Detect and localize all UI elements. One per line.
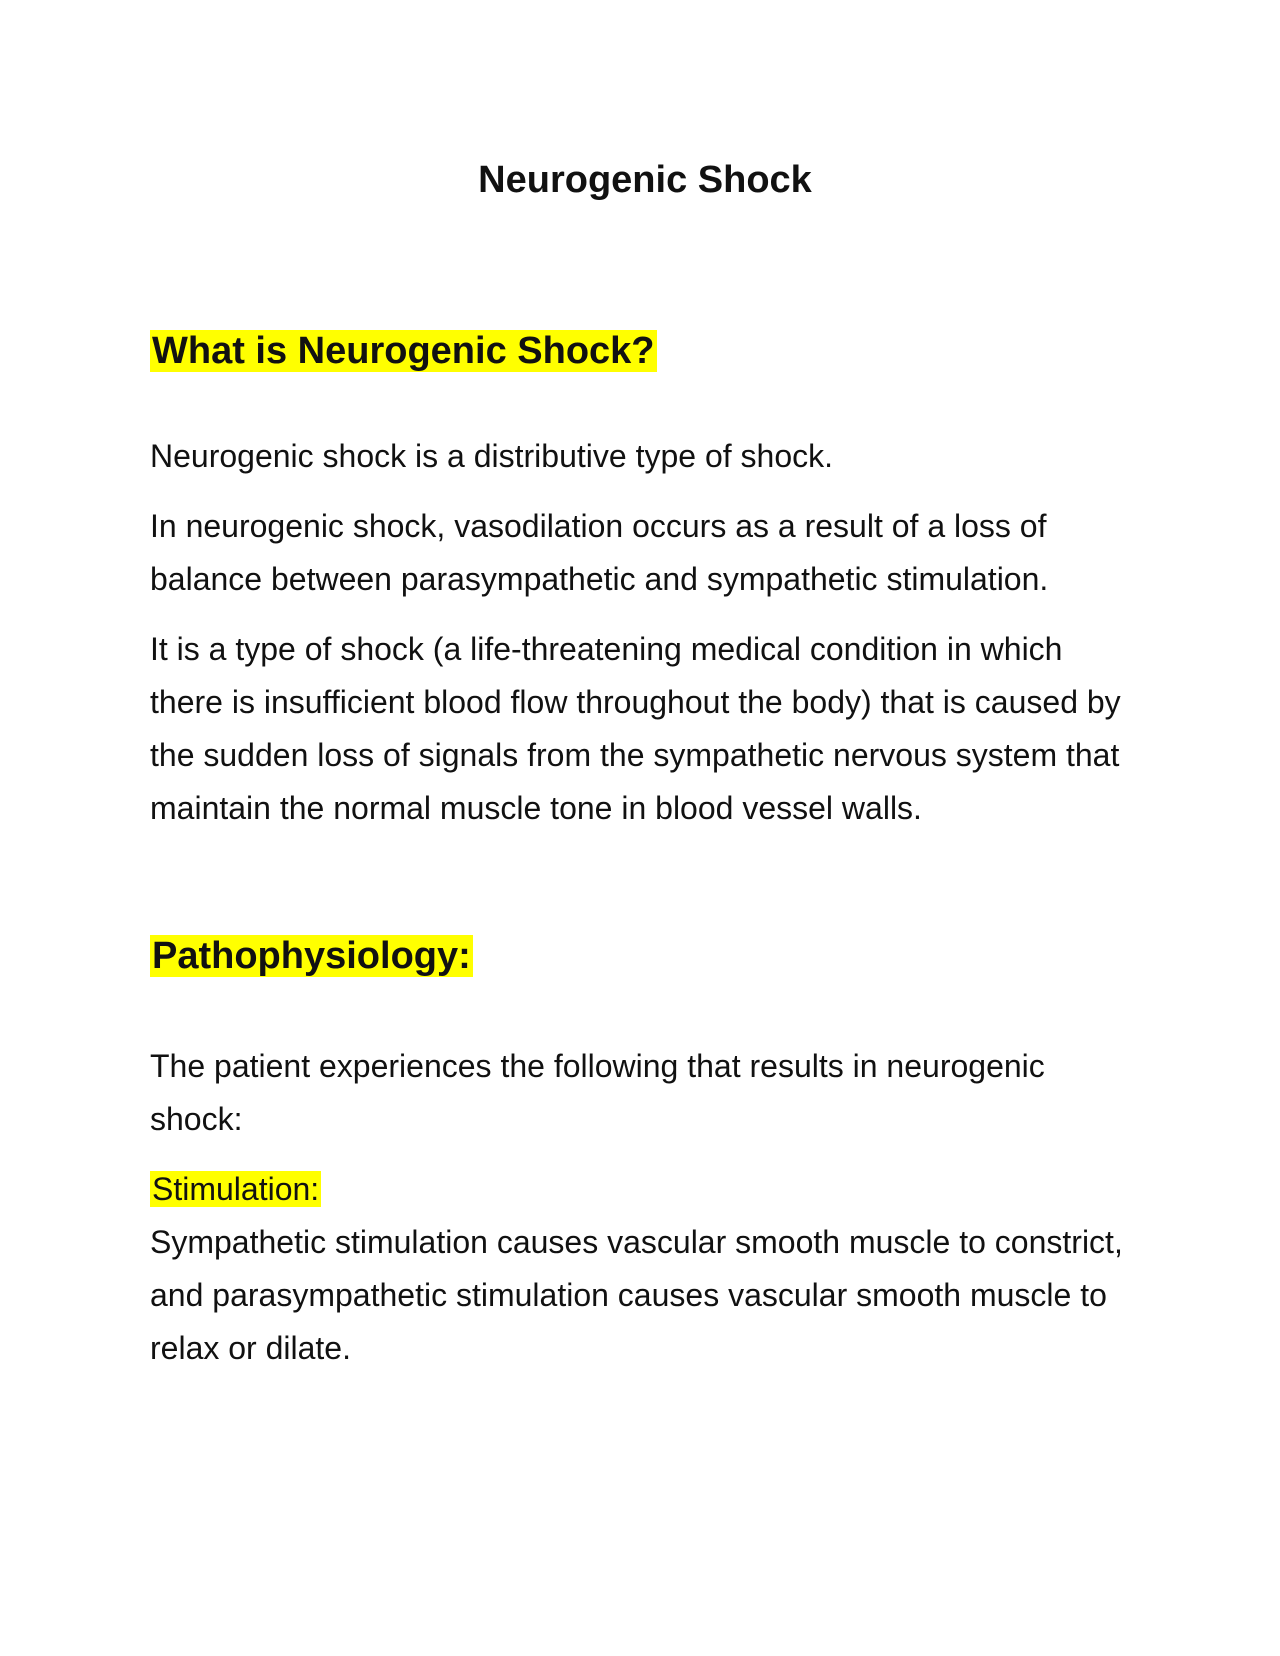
spacer <box>150 483 1140 500</box>
heading-highlight: What is Neurogenic Shock? <box>152 330 655 372</box>
section-heading-what-is <box>150 323 1140 379</box>
spacer <box>150 210 1140 323</box>
section-heading-pathophysiology <box>150 928 1140 984</box>
spacer <box>150 984 1140 1040</box>
paragraph-vasodilation: In neurogenic shock, vasodilation occurs as a result of a loss of balance between parasympathetic and sympathetic stimulation. <box>150 508 1049 597</box>
spacer <box>150 379 1140 430</box>
spacer <box>150 835 1140 928</box>
paragraph-definition: Neurogenic shock is a distributive type of shock. <box>150 438 833 474</box>
subheading-stimulation <box>150 1163 1140 1216</box>
paragraph-intro: The patient experiences the following that results in neurogenic shock: <box>150 1048 1045 1137</box>
spacer <box>150 606 1140 623</box>
document-title: Neurogenic Shock <box>478 159 812 201</box>
paragraph-description: It is a type of shock (a life-threatening medical condition in which there is insufficient blood flow throughout the body) that is caused by the sudden loss of signals from the sympathetic nervous system that maintain the normal muscle tone in blood vessel walls. <box>150 631 1121 826</box>
paragraph-stimulation: Sympathetic stimulation causes vascular smooth muscle to constrict, and parasympathetic stimulation causes vascular smooth muscle to relax or dilate. <box>150 1224 1123 1366</box>
spacer <box>150 1146 1140 1163</box>
heading-highlight: Pathophysiology: <box>152 935 471 977</box>
subheading-highlight: Stimulation: <box>152 1171 320 1207</box>
document-body <box>150 150 1140 1375</box>
